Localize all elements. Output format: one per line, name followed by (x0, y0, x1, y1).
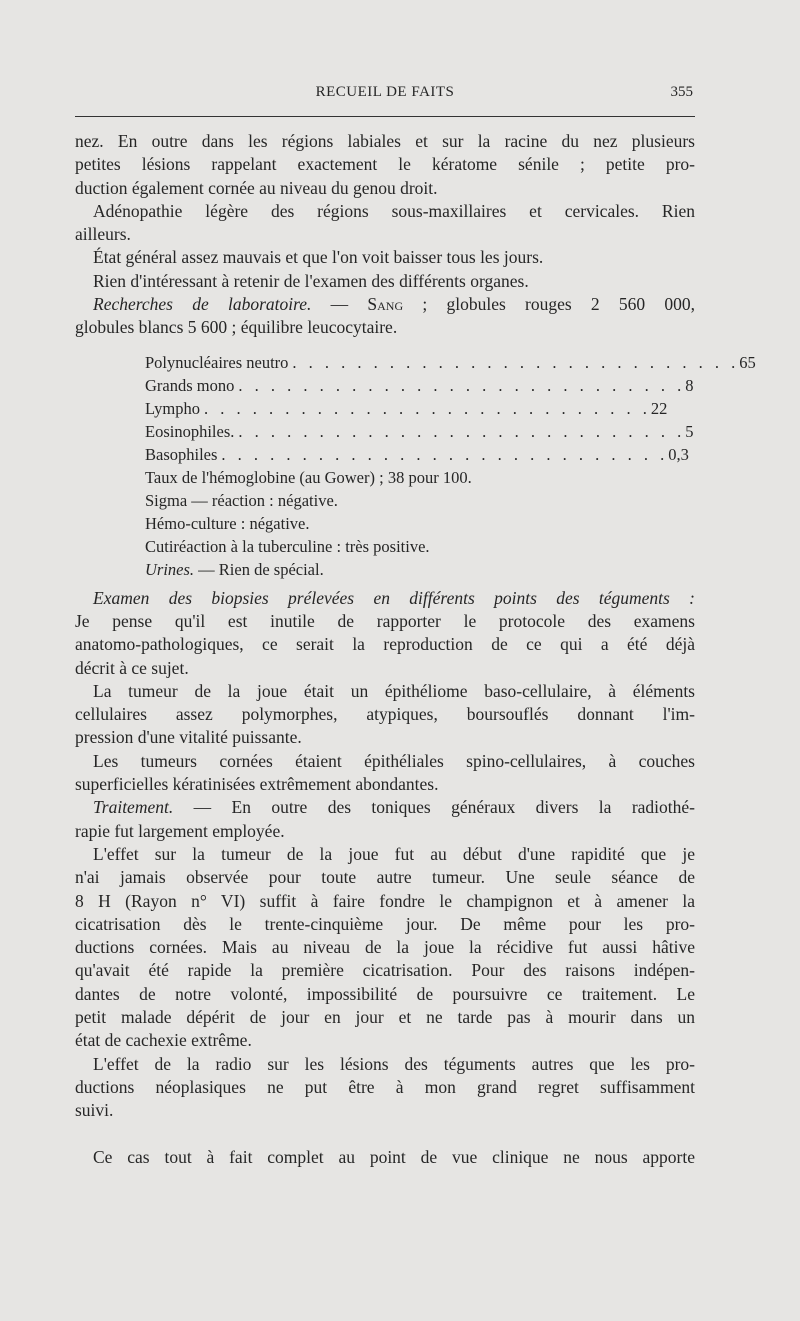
table-row: Lympho . . . . . . . . . . . . . . . . . . . . . . . . . . . . 22 (145, 398, 668, 418)
text-line: rapie fut largement employée. (75, 820, 285, 841)
row-value: 8 (685, 375, 694, 395)
text-line: L'effet sur la tumeur de la joue fut au début d'une rapidité que je (93, 843, 695, 864)
text-line: petites lésions rappelant exactement le kératome sénile ; petite pro- (75, 154, 695, 175)
row-label: Basophiles (145, 444, 218, 464)
paragraph-7 (75, 680, 695, 750)
paragraph-traitement (75, 796, 695, 843)
text-line: État général assez mauvais et que l'on voit baisser tous les jours. (93, 247, 544, 268)
text-line: globules blancs 5 600 ; équilibre leucocytaire. (75, 317, 398, 338)
page-number: 355 (670, 84, 693, 100)
lab-note: Hémo-culture : négative. (145, 513, 310, 533)
body-text (75, 130, 756, 1169)
text-line: petit malade dépérit de jour en jour et ne tarde pas à mourir dans un (75, 1007, 695, 1028)
lab-note-urines: Urines. — Rien de spécial. (145, 559, 324, 579)
text-line: qu'avait été rapide la première cicatrisation. Pour des raisons indépen- (75, 960, 695, 981)
header-rule (75, 116, 695, 117)
text-line: n'ai jamais observée pour toute autre tumeur. Une seule séance de (75, 867, 695, 888)
table-row: Eosinophiles. . . . . . . . . . . . . . . . . . . . . . . . . . . . . 5 (145, 421, 694, 441)
paragraph-4 (75, 270, 695, 293)
row-label: Grands mono (145, 375, 235, 395)
row-value: 5 (685, 421, 694, 441)
text-line: pression d'une vitalité puissante. (75, 727, 302, 748)
text-line: ductions néoplasiques ne put être à mon grand regret suffisamment (75, 1076, 695, 1097)
row-label: Lympho (145, 398, 201, 418)
paragraph-biopsies (75, 587, 695, 680)
paragraph-laboratory (75, 293, 695, 340)
row-label: Eosinophiles. (145, 421, 235, 441)
table-row: Grands mono . . . . . . . . . . . . . . . . . . . . . . . . . . . . 8 (145, 375, 694, 395)
text-line: L'effet de la radio sur les lésions des téguments autres que les pro- (93, 1053, 695, 1074)
blood-count-table (145, 351, 756, 581)
paragraph-11 (75, 1053, 695, 1123)
text-line: cellulaires assez polymorphes, atypiques, boursouflés donnant l'im- (75, 704, 695, 725)
table-row: Basophiles . . . . . . . . . . . . . . . . . . . . . . . . . . . . 0,3 (145, 444, 689, 464)
text-line: 8 H (Rayon n° VI) suffit à faire fondre le champignon et à amener la (75, 890, 695, 911)
paragraph-12 (75, 1146, 695, 1169)
row-value: 22 (650, 398, 668, 418)
row-value: 0,3 (668, 444, 689, 464)
table-row: Polynucléaires neutro . . . . . . . . . . . . . . . . . . . . . . . . . . . . 65 (145, 352, 756, 372)
text-line: dantes de notre volonté, impossibilité de poursuivre ce traitement. Le (75, 983, 695, 1004)
row-label: Polynucléaires neutro (145, 352, 289, 372)
text-line: Je pense qu'il est inutile de rapporter le protocole des examens (75, 610, 695, 631)
paragraph-gap (75, 1123, 695, 1146)
text-line: cicatrisation dès le trente-cinquième jour. De même pour les pro- (75, 913, 695, 934)
paragraph-10 (75, 843, 695, 1053)
text-line: Ce cas tout à fait complet au point de vue clinique ne nous apporte (93, 1146, 695, 1167)
text-line: Traitement. — En outre des toniques généraux divers la radiothé- (93, 797, 695, 818)
paragraph-3 (75, 246, 695, 269)
running-header (75, 84, 695, 108)
text-line: décrit à ce sujet. (75, 657, 189, 678)
section-label-biopsies: Examen des biopsies prélevées en différents points des téguments : (93, 587, 695, 608)
text-line: Recherches de laboratoire. — Sang ; globules rouges 2 560 000, (93, 294, 695, 315)
row-value: 65 (739, 352, 756, 372)
text-line: Les tumeurs cornées étaient épithéliales spino-cellulaires, à couches (93, 750, 695, 771)
section-label-laboratoire: Recherches de laboratoire. (93, 294, 312, 315)
text-line: anatomo-pathologiques, ce serait la reproduction de ce qui a été déjà (75, 634, 695, 655)
text-line: superficielles kératinisées extrêmement abondantes. (75, 774, 439, 795)
lab-note: Taux de l'hémoglobine (au Gower) ; 38 pour 100. (145, 467, 472, 487)
text-line: suivi. (75, 1100, 114, 1121)
text-line (75, 587, 695, 610)
text-line: nez. En outre dans les régions labiales et sur la racine du nez plusieurs (75, 131, 695, 151)
text-line: duction également cornée au niveau du genou droit. (75, 177, 438, 198)
lab-note: Sigma — réaction : négative. (145, 490, 338, 510)
header-title: RECUEIL DE FAITS (315, 84, 455, 100)
text-line: ductions cornées. Mais au niveau de la joue la récidive fut aussi hâtive (75, 937, 695, 958)
section-label-traitement: Traitement. (93, 797, 174, 818)
text-line: Rien d'intéressant à retenir de l'examen des différents organes. (93, 270, 529, 291)
paragraph-2 (75, 200, 695, 247)
text-line: ailleurs. (75, 224, 131, 245)
lab-note: Cutiréaction à la tuberculine : très positive. (145, 536, 430, 556)
paragraph-8 (75, 750, 695, 797)
paragraph-1 (75, 130, 695, 200)
sang-label: Sang (367, 294, 404, 315)
text-line: La tumeur de la joue était un épithéliome baso-cellulaire, à éléments (93, 680, 695, 701)
text-line: état de cachexie extrême. (75, 1030, 252, 1051)
text-line: Adénopathie légère des régions sous-maxillaires et cervicales. Rien (93, 200, 695, 221)
